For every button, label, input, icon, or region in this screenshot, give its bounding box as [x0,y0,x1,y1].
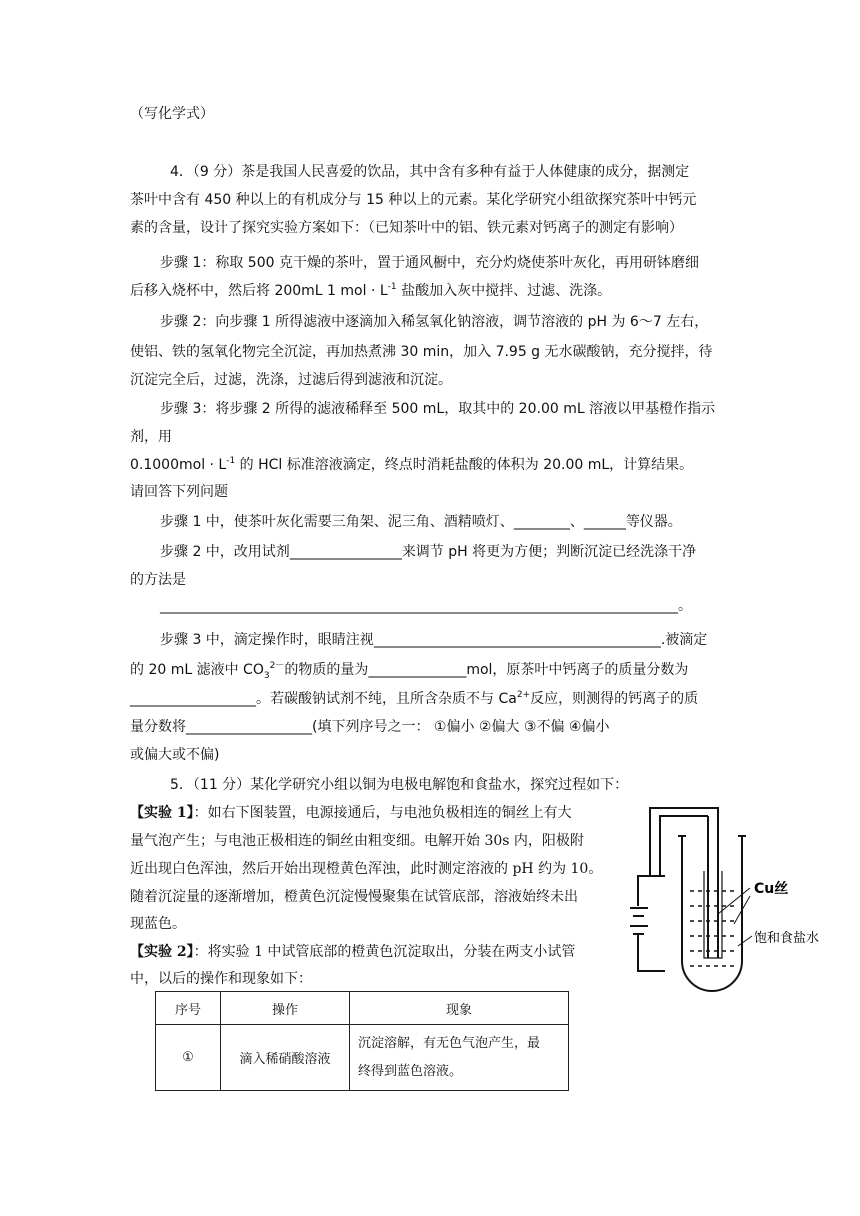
text: 。 [678,598,692,614]
exp2-tag: 【实验 2】 [130,944,194,960]
blank[interactable]: _________________________________________ [373,632,661,648]
text: 步骤 2 中，改用试剂 [160,544,290,560]
q5-exp1-line: 量气泡产生；与电池正极相连的铜丝由粗变细。电解开始 30s 内，阳极附 [130,833,584,849]
blank[interactable]: __________________ [130,691,256,707]
table-header: 现象 [350,992,569,1025]
superscript: -1 [226,456,236,466]
text: .被滴定 [660,632,708,648]
q4-step3-line: 剂，用 [130,429,172,445]
experiment-table [155,991,569,1091]
q4-answer-3-line: 或偏大或不偏) [130,747,220,763]
q4-step1-line: 步骤 1：称取 500 克干燥的茶叶，置于通风橱中，充分灼烧使茶叶灰化，再用研钵磨细 [160,255,699,271]
blank[interactable]: __________________ [186,719,312,735]
table-header: 序号 [156,992,221,1025]
text: 0.1000mol · L [130,457,227,473]
q5-exp1-line [130,803,572,823]
table-row [156,1025,569,1091]
table-cell-phen [350,1025,569,1091]
text: 的 20 mL 滤液中 CO [130,662,264,678]
q5-exp1-line: 随着沉淀量的逐渐增加，橙黄色沉淀慢慢聚集在试管底部，溶液始终未出 [130,889,578,905]
q4-step2-line: 沉淀完全后，过滤，洗涤，过滤后得到滤液和沉淀。 [130,372,452,388]
text: 的物质的量为 [284,662,369,678]
q4-intro-line: 4．（9 分）茶是我国人民喜爱的饮品，其中含有多种有益于人体健康的成分，据测定 [170,164,690,180]
blank[interactable]: __________________________________________________________________________ [160,598,678,614]
q5-exp1-line: 近出现白色浑浊，然后开始出现橙黄色浑浊，此时测定溶液的 pH 约为 10。 [130,861,603,877]
q4-answer-2-blank [160,596,692,616]
blank[interactable]: ________________ [289,544,402,560]
top-note: （写化学式） [130,106,214,122]
q4-answer-2 [160,542,696,562]
exp1-tag: 【实验 1】 [130,805,194,821]
table-header-row [156,992,569,1025]
q4-answer-3 [160,630,707,650]
superscript: 2－ [269,661,285,671]
q4-step2-line: 使铝、铁的氢氧化物完全沉淀，再加热煮沸 30 min，加入 7.95 g 无水碳酸钠，充分搅拌，待 [130,344,713,360]
text: 盐酸加入灰中搅拌、过滤、洗涤。 [396,283,612,299]
q4-intro-line: 茶叶中含有 450 种以上的有机成分与 15 种以上的元素。某化学研究小组欲探究茶叶中钙元 [130,192,697,208]
figure-label-salt: 饱和食盐水 [754,931,820,946]
text: 反应，则测得的钙离子的质 [530,691,699,707]
table-header: 操作 [221,992,350,1025]
text: (填下列序号之一： ①偏小 ②偏大 ③不偏 ④偏小 [312,719,610,735]
superscript: -1 [387,282,397,292]
q4-answer-3-line [130,660,688,680]
text: 步骤 3 中，滴定操作时，眼睛注视 [160,632,374,648]
q4-step2-line: 步骤 2：向步骤 1 所得滤液中逐滴加入稀氢氧化钠溶液，调节溶液的 pH 为 6～7 左右， [160,314,709,330]
text: ：将实验 1 中试管底部的橙黄色沉淀取出，分装在两支小试管 [193,944,576,960]
text: 后移入烧杯中，然后将 200mL 1 mol · L [130,283,388,299]
q4-prompt: 请回答下列问题 [130,484,228,500]
superscript: 2+ [516,690,531,700]
electrolysis-apparatus-figure [620,796,830,996]
text: 来调节 pH 将更为方便；判断沉淀已经洗涤干净 [401,544,697,560]
blank[interactable]: ______ [583,514,626,530]
q4-answer-3-line [130,717,609,737]
blank[interactable]: ________ [513,514,570,530]
figure-label-cu: Cu丝 [754,881,789,897]
q4-answer-2-cont: 的方法是 [130,572,186,588]
q4-answer-3-line [130,689,698,709]
text: 。若碳酸钠试剂不纯，且所含杂质不与 Ca [256,691,517,707]
text: 步骤 1 中，使茶叶灰化需要三角架、泥三角、酒精喷灯、 [160,514,514,530]
q5-exp2-line [130,942,575,962]
phen-line: 沉淀溶解，有无色气泡产生，最 [358,1035,541,1051]
text: 等仪器。 [625,514,682,530]
phen-line: 终得到蓝色溶液。 [358,1063,463,1079]
q5-exp1-line: 现蓝色。 [130,916,186,932]
q5-intro: 5．（11 分）某化学研究小组以铜为电极电解饱和食盐水，探究过程如下： [170,777,629,793]
q4-step1-line [130,281,611,301]
table-cell-no: ① [156,1025,221,1091]
q4-answer-1 [160,512,682,532]
text: 量分数将 [130,719,186,735]
text: ：如右下图装置，电源接通后，与电池负极相连的铜丝上有大 [193,805,572,821]
table-cell-op: 滴入稀硝酸溶液 [221,1025,350,1091]
text: 的 HCl 标准溶液滴定，终点时消耗盐酸的体积为 20.00 mL，计算结果。 [235,457,694,473]
q5-exp2-line: 中，以后的操作和现象如下： [130,971,312,987]
text: 、 [569,514,584,530]
q4-step3-line: 步骤 3：将步骤 2 所得的滤液稀释至 500 mL，取其中的 20.00 mL 溶液以甲基橙作指示 [160,401,716,417]
q4-step3-line [130,455,693,475]
blank[interactable]: ______________ [368,662,467,678]
q4-intro-line: 素的含量，设计了探究实验方案如下：（已知茶叶中的铝、铁元素对钙离子的测定有影响） [130,220,683,236]
text: mol，原茶叶中钙离子的质量分数为 [466,662,689,678]
subscript: 3 [263,670,270,681]
